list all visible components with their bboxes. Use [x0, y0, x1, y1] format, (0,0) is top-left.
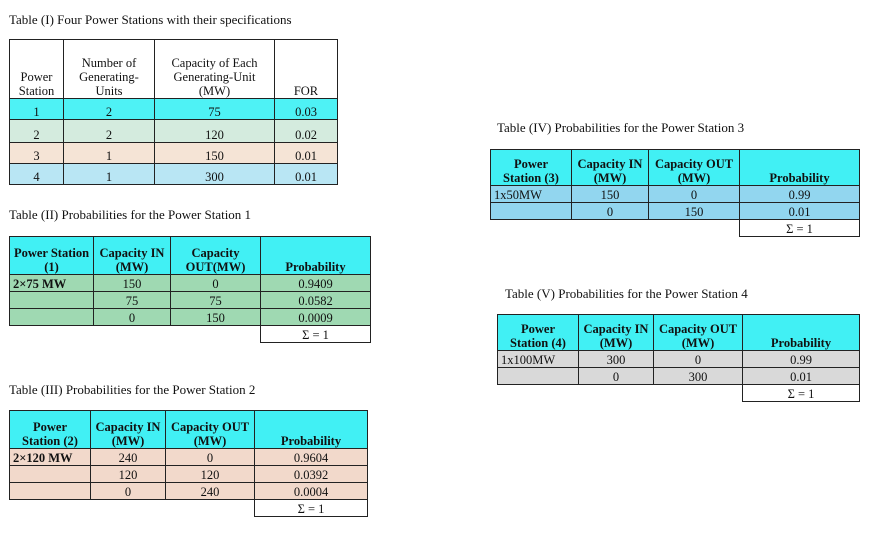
table-row: [10, 143, 338, 164]
table3-cell: 240: [91, 449, 166, 466]
table1-cell: 150: [155, 143, 275, 164]
table-row: [491, 186, 860, 203]
table1-cell: 2: [64, 120, 155, 143]
table1-cell: 0.01: [275, 143, 338, 164]
table1-cell: 120: [155, 120, 275, 143]
table4-cell: 1x50MW: [491, 186, 572, 203]
table3-header: Power Station (2): [10, 411, 91, 449]
table5-cell: 0.01: [743, 368, 860, 385]
table5-header: Capacity OUT (MW): [654, 315, 743, 351]
table3: [9, 410, 368, 517]
table3-caption: Table (III) Probabilities for the Power Station 2: [9, 382, 256, 397]
sum-label: Σ = 1: [740, 220, 860, 237]
sum-label: Σ = 1: [743, 385, 860, 402]
table1-cell: 0.03: [275, 99, 338, 120]
table1-header: Number of Generating-Units: [64, 40, 155, 99]
table5-cell: 0.99: [743, 351, 860, 368]
table5-cell: 300: [654, 368, 743, 385]
table3-cell: 0.0392: [255, 466, 368, 483]
table4-cell: 150: [572, 186, 649, 203]
table1-cell: 4: [10, 164, 64, 185]
table2-cell: 2×75 MW: [10, 275, 94, 292]
table5-cell: 0: [579, 368, 654, 385]
table3-header: Probability: [255, 411, 368, 449]
table1-cell: 2: [64, 99, 155, 120]
table3-cell: 0: [166, 449, 255, 466]
table3-header: Capacity IN (MW): [91, 411, 166, 449]
table1-caption: Table (I) Four Power Stations with their specifications: [9, 12, 292, 27]
table3-cell: 0.9604: [255, 449, 368, 466]
table5: [497, 314, 860, 402]
table2-cell: 0.0582: [261, 292, 371, 309]
table4-caption: Table (IV) Probabilities for the Power Station 3: [497, 120, 745, 135]
table4-header: Power Station (3): [491, 150, 572, 186]
table5-cell: 300: [579, 351, 654, 368]
table1-header: FOR: [275, 40, 338, 99]
table1-cell: 2: [10, 120, 64, 143]
table3-header: Capacity OUT (MW): [166, 411, 255, 449]
table-row: [10, 309, 371, 326]
table4-cell: 0: [649, 186, 740, 203]
table1-cell: 1: [64, 143, 155, 164]
table1-cell: 1: [10, 99, 64, 120]
table3-cell: 0: [91, 483, 166, 500]
table2-cell: 150: [94, 275, 171, 292]
table1-header: Capacity of Each Generating-Unit (MW): [155, 40, 275, 99]
table2-caption: Table (II) Probabilities for the Power Station 1: [9, 207, 252, 222]
table2-header: Capacity IN (MW): [94, 237, 171, 275]
table3-cell: 120: [91, 466, 166, 483]
table4: [490, 149, 860, 237]
table4-header: Capacity OUT (MW): [649, 150, 740, 186]
table-row: [10, 275, 371, 292]
table-row: [10, 466, 368, 483]
table2-cell: 75: [171, 292, 261, 309]
table1-cell: 1: [64, 164, 155, 185]
table4-cell: [491, 203, 572, 220]
table1-cell: 300: [155, 164, 275, 185]
table2-cell: [10, 292, 94, 309]
table2-header: Capacity OUT(MW): [171, 237, 261, 275]
table-row: [10, 99, 338, 120]
table3-cell: 0.0004: [255, 483, 368, 500]
table4-cell: 0.99: [740, 186, 860, 203]
table1: [9, 39, 338, 185]
table5-caption: Table (V) Probabilities for the Power Station 4: [505, 286, 748, 301]
table4-cell: 150: [649, 203, 740, 220]
table-row: [10, 483, 368, 500]
table2: [9, 236, 371, 343]
table-row: [10, 449, 368, 466]
table5-cell: 0: [654, 351, 743, 368]
table5-cell: 1x100MW: [498, 351, 579, 368]
table1-cell: 3: [10, 143, 64, 164]
table1-cell: 0.01: [275, 164, 338, 185]
sum-label: Σ = 1: [261, 326, 371, 343]
table2-header: Probability: [261, 237, 371, 275]
table4-header: Probability: [740, 150, 860, 186]
table-row: [491, 203, 860, 220]
table1-cell: 75: [155, 99, 275, 120]
table2-cell: 0: [171, 275, 261, 292]
table1-header: Power Station: [10, 40, 64, 99]
table3-cell: 120: [166, 466, 255, 483]
table4-cell: 0: [572, 203, 649, 220]
table3-cell: [10, 466, 91, 483]
table-row: [10, 120, 338, 143]
table3-cell: 2×120 MW: [10, 449, 91, 466]
table4-header: Capacity IN (MW): [572, 150, 649, 186]
table2-cell: 0: [94, 309, 171, 326]
table2-cell: 150: [171, 309, 261, 326]
table-row: [498, 351, 860, 368]
table3-cell: [10, 483, 91, 500]
sum-label: Σ = 1: [255, 500, 368, 517]
table-row: [10, 164, 338, 185]
table-row: [10, 292, 371, 309]
table2-header: Power Station (1): [10, 237, 94, 275]
table2-cell: [10, 309, 94, 326]
table5-header: Power Station (4): [498, 315, 579, 351]
table5-cell: [498, 368, 579, 385]
table4-cell: 0.01: [740, 203, 860, 220]
table5-header: Capacity IN (MW): [579, 315, 654, 351]
table-row: [498, 368, 860, 385]
table2-cell: 0.0009: [261, 309, 371, 326]
table1-cell: 0.02: [275, 120, 338, 143]
table2-cell: 75: [94, 292, 171, 309]
table5-header: Probability: [743, 315, 860, 351]
table2-cell: 0.9409: [261, 275, 371, 292]
table3-cell: 240: [166, 483, 255, 500]
